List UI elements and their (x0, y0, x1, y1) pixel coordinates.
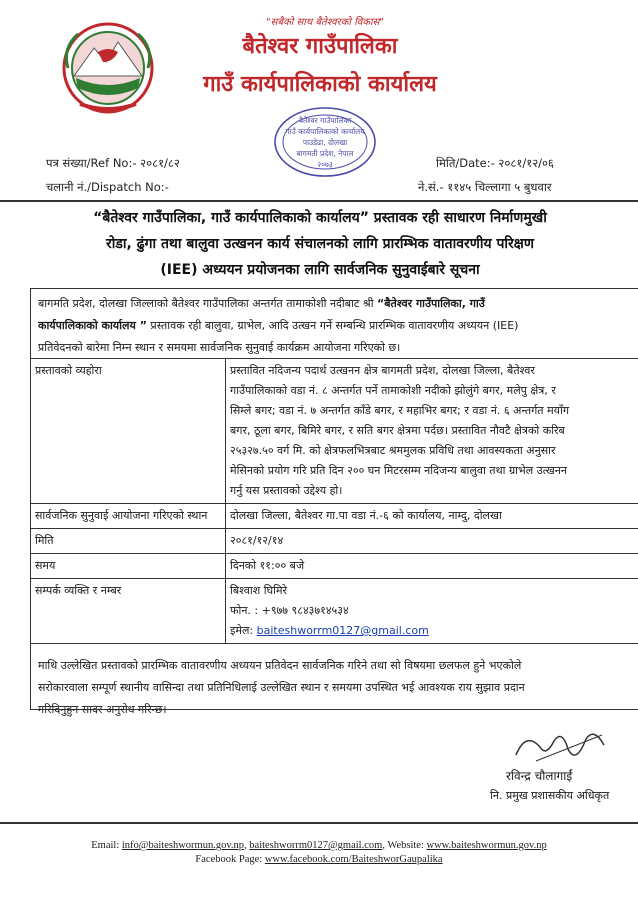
signatory-name: रविन्द्र चौलागाईं (506, 769, 573, 783)
contact-label: सम्पर्क व्यक्ति र नम्बर (31, 579, 226, 644)
footer-divider (0, 822, 638, 824)
letter-date: मिति/Date:- २०८१/१२/०६ (436, 156, 555, 170)
footer-website-label: Website: (387, 840, 427, 851)
footer-email-link-1[interactable]: info@baiteshwormun.gov.np (121, 840, 245, 851)
date-label: मिति (31, 529, 226, 554)
proposal-label: प्रस्तावको व्यहोरा (31, 359, 226, 504)
ref-number: पत्र संख्या/Ref No:- २०८१/८२ (46, 156, 180, 170)
header-divider (0, 200, 638, 202)
stamp-line-5: २०७३ (317, 160, 333, 169)
signature-icon (506, 725, 616, 769)
footer-facebook (0, 854, 638, 865)
office-seal-icon (270, 103, 380, 181)
intro-paragraph (38, 293, 638, 359)
dispatch-number: चलानी नं./Dispatch No:- (46, 180, 169, 194)
time-value: दिनको ११:०० बजे (226, 554, 638, 579)
proposal-line: गाउँपालिकाको वडा नं. ८ अन्तर्गत पर्ने तामाकोशी नदीको झोलुंगे बगर, मलेपु क्षेत्र, र (230, 384, 556, 397)
intro-line-1b: “बैतेश्वर गाउँपालिका, गाउँ (377, 297, 485, 310)
contact-value (226, 579, 638, 644)
date-value: २०८१/१२/१४ (226, 529, 638, 554)
closing-line-2: सरोकारवाला सम्पूर्ण स्थानीय वासिन्दा तथा प्रतिनिधिलाई उल्लेखित स्थान र समयमा उपस्थित भई आवश्यक राय सुझाव प्रदान (38, 681, 525, 694)
table-row (31, 504, 638, 529)
table-row (31, 529, 638, 554)
intro-line-3: प्रतिवेदनको बारेमा निम्न स्थान र समयमा सार्वजनिक सुनुवाई कार्यक्रम आयोजना गरिएको छ। (38, 341, 401, 354)
intro-line-1a: बागमति प्रदेश, दोलखा जिल्लाको बैतेश्वर गाउँपालिका अन्तर्गत तामाकोशी नदीबाट श्री (38, 297, 378, 310)
footer-facebook-link[interactable]: www.facebook.com/BaiteshworGaupalika (264, 854, 443, 865)
stamp-line-1: बैतेश्वर गाउँपालिका (298, 116, 352, 125)
proposal-line: मेसिनको प्रयोग गरि प्रति दिन २०० घन मिटरसम्म नदिजन्य बालुवा तथा ग्राभेल उत्खनन (230, 464, 567, 477)
proposal-line: बगर, ठूला बगर, बिमिरे बगर, र सति बगर क्षेत्रमा पर्दछ। प्रस्तावित नौवटै क्षेत्रको करिब (230, 424, 565, 437)
intro-line-2b: कार्यपालिकाको कार्यालय ” (38, 319, 147, 332)
slogan: "सबैको साथ बैतेश्वरको विकास" (266, 17, 384, 28)
footer-website-link[interactable]: www.baiteshwormun.gov.np (426, 840, 547, 851)
contact-name: बिश्वाश घिमिरे (230, 584, 288, 597)
notice-title-line-1: “बैतेश्वर गाउँपालिका, गाउँ कार्यपालिकाको कार्यालय” प्रस्तावक रही साधारण निर्माणमुखी (93, 210, 547, 226)
notice-title-line-2: रोडा, ढुंगा तथा बालुवा उत्खनन कार्य संचालनको लागि प्रारम्भिक वातावरणीय परिक्षण (106, 236, 534, 252)
nepal-emblem-icon (58, 18, 158, 116)
notice-title-line-3: (IEE) अध्ययन प्रयोजनका लागि सार्वजनिक सुनुवाईबारे सूचना (160, 262, 480, 278)
footer-sep: , (382, 840, 388, 851)
signatory-title: नि. प्रमुख प्रशासकीय अधिकृत (490, 789, 610, 802)
office-name: गाउँ कार्यपालिकाको कार्यालय (203, 72, 437, 97)
stamp-line-3: पाउडेढा, दोलखा (302, 138, 348, 147)
closing-line-1: माथि उल्लेखित प्रस्तावको प्रारम्भिक वातावरणीय अध्ययन प्रतिवेदन सार्वजनिक गरिने तथा सो विषयमा छलफल हुने भएकोले (38, 659, 522, 672)
contact-email-row (230, 621, 634, 641)
municipality-name: बैतेश्वर गाउँपालिका (242, 34, 398, 59)
table-row (31, 359, 638, 504)
table-row (31, 579, 638, 644)
table-row (31, 554, 638, 579)
closing-line-3: गरिदिनुहुन सादर अनुरोध गरिन्छ। (38, 703, 167, 716)
contact-email-link[interactable]: baiteshworrm0127@gmail.com (256, 624, 429, 637)
contact-phone: फोन. : +९७७ ९८४३७१४५३४ (230, 604, 349, 617)
nepal-sambat-date: ने.सं.- ११४५ चिल्लागा ५ बुधवार (418, 180, 552, 194)
venue-label: सार्वजनिक सुनुवाई आयोजना गरिएको स्थान (31, 504, 226, 529)
footer-contact (0, 840, 638, 851)
closing-paragraph (38, 655, 638, 721)
proposal-line: २५३२७.५० वर्ग मि. को क्षेत्रफलभित्रबाट श्रममुलक प्रविधि तथा आवस्यकता अनुसार (230, 444, 556, 457)
contact-email-label: इमेल: (230, 624, 257, 637)
footer-facebook-label: Facebook Page: (195, 854, 265, 865)
notice-details-table (30, 358, 638, 644)
proposal-line: प्रस्तावित नदिजन्य पदार्थ उत्खनन क्षेत्र बागमती प्रदेश, दोलखा जिल्ला, बैतेश्वर (230, 364, 535, 377)
venue-value: दोलखा जिल्ला, बैतेश्वर गा.पा वडा नं.-६ को कार्यालय, नाम्दु, दोलखा (226, 504, 638, 529)
time-label: समय (31, 554, 226, 579)
intro-line-2a: प्रस्तावक रही बालुवा, ग्राभेल, आदि उत्खन गर्ने सम्बन्धि प्रारम्भिक वातावरणीय अध्ययन (IEE) (146, 319, 519, 332)
footer-np-sep: , (244, 840, 250, 851)
footer-email-link-2[interactable]: baiteshworrm0127@gmail.com (249, 840, 383, 851)
footer-email-label: Email: (91, 840, 122, 851)
stamp-line-4: बागमती प्रदेश, नेपाल (296, 149, 354, 158)
proposal-line: सिम्ले बगर; वडा नं. ७ अन्तर्गत काँडे बगर, र महाभिर बगर; र वडा नं. ६ अन्तर्गत मयाँग (230, 404, 570, 417)
proposal-line: गर्नु यस प्रस्तावको उद्देश्य हो। (230, 484, 343, 497)
stamp-line-2: गाउँ कार्यपालिकाको कार्यालय (285, 127, 365, 136)
proposal-value (226, 359, 638, 504)
